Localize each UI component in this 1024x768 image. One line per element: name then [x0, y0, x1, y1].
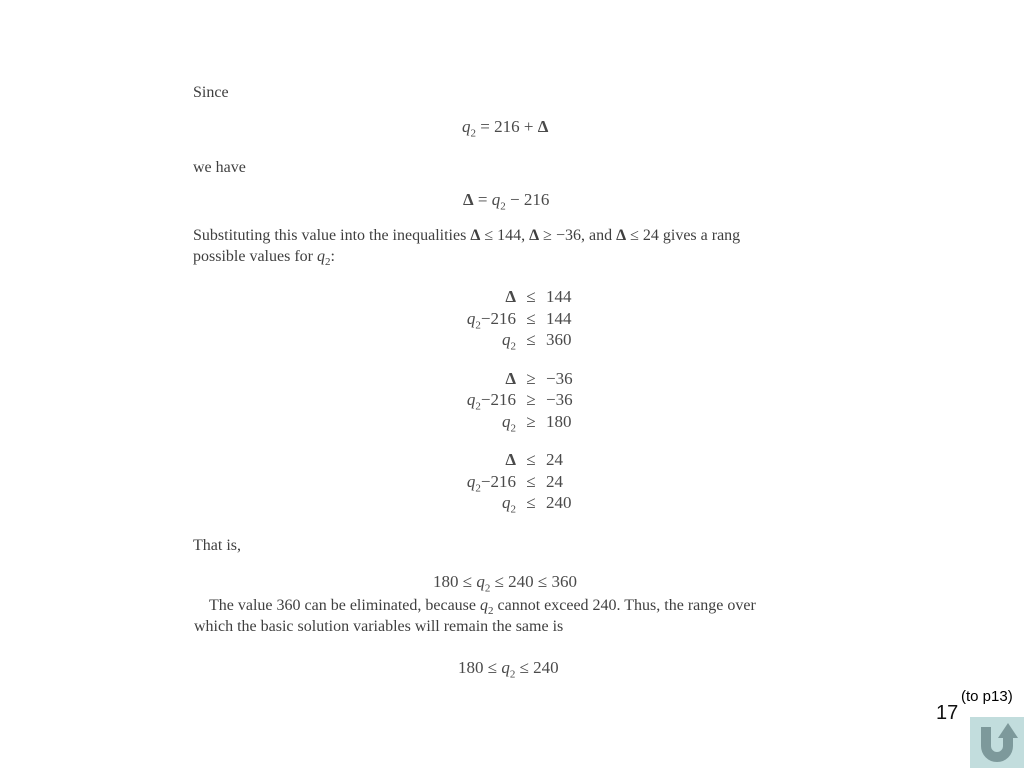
- inline-variable: q: [480, 597, 488, 614]
- return-button[interactable]: [970, 717, 1024, 768]
- paragraph-line: [193, 246, 740, 267]
- eq-subscript: 2: [484, 582, 491, 595]
- relation-operator: ≤: [526, 308, 536, 328]
- lhs-delta: Δ: [505, 368, 516, 388]
- rhs-value: −36: [546, 390, 573, 409]
- inequality-row: [448, 411, 596, 433]
- lhs-variable: q: [466, 471, 476, 491]
- eq-variable: q: [491, 190, 501, 209]
- relation-operator: ≥: [526, 390, 536, 409]
- paragraph-line: [194, 595, 756, 616]
- inequality-row: [448, 449, 596, 471]
- inline-delta: Δ: [529, 227, 540, 244]
- lhs-variable: q: [502, 493, 511, 512]
- eq-text: =: [473, 190, 492, 209]
- text-we-have: we have: [193, 159, 246, 176]
- rhs-value: 144: [546, 308, 572, 328]
- relation-operator: ≥: [526, 368, 536, 388]
- page-number: 17: [936, 702, 959, 724]
- eq-text: 180 ≤: [458, 658, 502, 677]
- inequality-row: [448, 492, 596, 514]
- rhs-value: 180: [546, 411, 572, 431]
- rhs-value: 144: [546, 287, 572, 306]
- text-run: Substituting this value into the inequalities: [193, 227, 471, 244]
- lhs-rest: −216: [480, 308, 516, 328]
- lhs-subscript: 2: [475, 400, 481, 413]
- eq-text: 180 ≤: [433, 572, 477, 591]
- equation-range-clipped: [433, 572, 633, 595]
- lhs-delta: Δ: [505, 450, 516, 469]
- paragraph-line: [193, 225, 740, 246]
- inequality-block-144: [448, 286, 596, 351]
- rhs-value: −36: [546, 368, 573, 388]
- text-run: :: [330, 248, 335, 265]
- relation-operator: ≤: [526, 471, 536, 491]
- equation-delta-definition: [463, 189, 549, 211]
- lhs-variable: q: [466, 308, 476, 328]
- equation-range-final: [458, 657, 559, 679]
- inequality-block-24: [448, 449, 596, 514]
- relation-operator: ≤: [526, 493, 536, 512]
- text-run: cannot exceed 240. Thus, the range over: [493, 597, 756, 614]
- relation-operator: ≤: [526, 287, 536, 306]
- rhs-value: 240: [546, 493, 572, 512]
- inequality-block-neg36: [448, 368, 596, 433]
- lhs-variable: q: [466, 390, 476, 409]
- eq-text: − 216: [505, 190, 550, 209]
- rhs-value: 360: [546, 330, 572, 349]
- eq-variable: q: [501, 658, 510, 677]
- eq-subscript: 2: [500, 200, 506, 213]
- inequality-row: [448, 389, 596, 411]
- inequality-row: [448, 471, 596, 493]
- lhs-subscript: 2: [510, 421, 516, 434]
- inequality-row: [448, 368, 596, 390]
- lhs-delta: Δ: [505, 287, 516, 306]
- link-note: (to p13): [961, 688, 1013, 705]
- paragraph-line: [194, 616, 756, 637]
- inline-delta: Δ: [470, 227, 481, 244]
- inequality-row: [448, 308, 596, 330]
- lhs-rest: −216: [480, 471, 516, 491]
- inequality-blocks: [448, 286, 596, 531]
- rhs-value: 24: [546, 450, 563, 469]
- relation-operator: ≥: [526, 411, 536, 431]
- paragraph-elimination: [194, 595, 756, 637]
- lhs-subscript: 2: [510, 340, 516, 353]
- text-run: The value 360 can be eliminated, because: [209, 597, 480, 614]
- text-that-is: That is,: [193, 537, 241, 554]
- lhs-subscript: 2: [475, 481, 481, 494]
- lhs-subscript: 2: [510, 503, 516, 516]
- equation-q2-definition: [462, 116, 548, 138]
- eq-variable: q: [462, 117, 471, 136]
- inline-delta: Δ: [616, 227, 627, 244]
- eq-subscript: 2: [470, 127, 476, 140]
- lhs-variable: q: [502, 411, 511, 431]
- lhs-subscript: 2: [475, 318, 481, 331]
- inequality-row: [448, 286, 596, 308]
- eq-delta: Δ: [463, 190, 474, 209]
- inline-variable: q: [316, 248, 325, 265]
- text-run: which the basic solution variables will remain the same is: [194, 618, 564, 635]
- lhs-variable: q: [502, 330, 511, 349]
- inequality-row: [448, 329, 596, 351]
- eq-subscript: 2: [509, 668, 516, 681]
- eq-variable: q: [476, 572, 485, 591]
- eq-text: = 216 +: [476, 117, 538, 136]
- relation-operator: ≤: [526, 330, 536, 349]
- paragraph-substituting: [193, 225, 740, 267]
- eq-text: ≤ 240: [515, 658, 559, 677]
- text-since: Since: [193, 84, 229, 101]
- rhs-value: 24: [546, 471, 563, 491]
- inline-subscript: 2: [324, 256, 331, 269]
- eq-delta: Δ: [537, 117, 549, 136]
- text-run: ≤ 24 gives a rang: [626, 227, 741, 244]
- text-run: ≥ −36, and: [539, 227, 617, 244]
- text-run: ≤ 144,: [480, 227, 530, 244]
- inline-subscript: 2: [488, 605, 494, 618]
- relation-operator: ≤: [526, 450, 536, 469]
- u-turn-arrow-icon: [970, 717, 1024, 768]
- eq-text: ≤ 240 ≤ 360: [490, 572, 578, 591]
- lhs-rest: −216: [480, 390, 516, 409]
- text-run: possible values for: [193, 248, 317, 265]
